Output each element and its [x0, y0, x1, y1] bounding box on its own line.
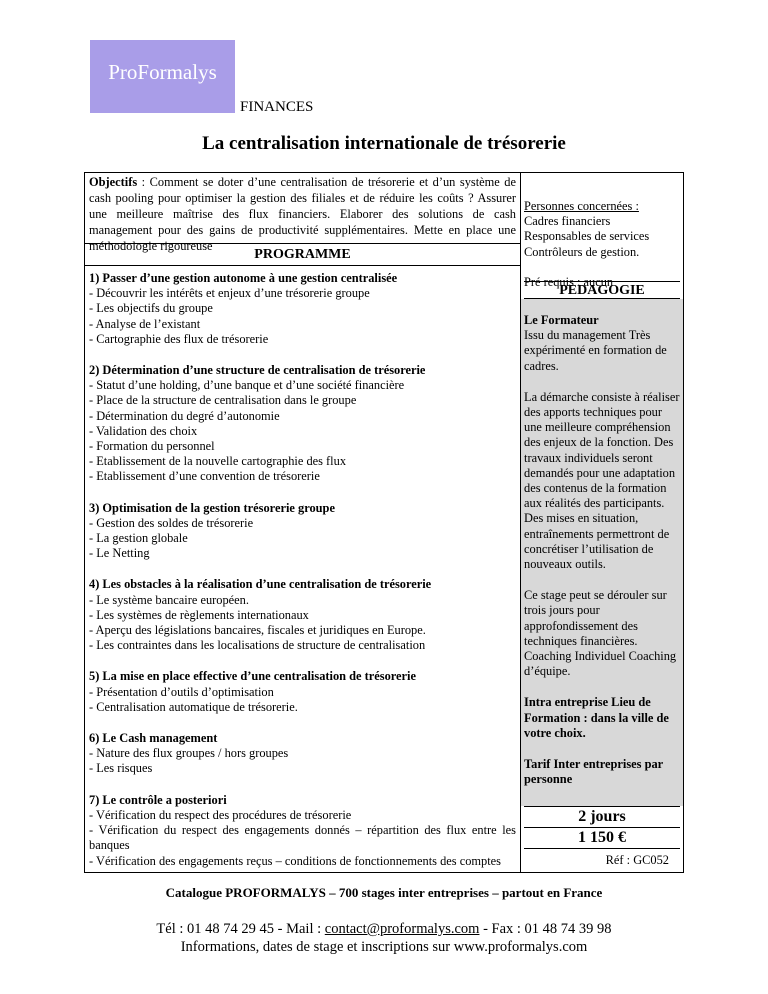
section-item: - Détermination du degré d’autonomie — [89, 408, 280, 423]
personnes-block — [521, 173, 683, 289]
pedagogie-header: PEDAGOGIE — [524, 281, 680, 299]
section-item: - Le Netting — [89, 546, 150, 561]
section-item: - Etablissement d’une convention de trésorerie — [89, 469, 320, 484]
stage-text: Ce stage peut se dérouler sur trois jours pour approfondissement des techniques financières. Coaching Individuel Coaching d’équipe. — [524, 588, 677, 679]
section-item: - Statut d’une holding, d’une banque et d’une société financière — [89, 378, 405, 393]
section-item: - La gestion globale — [89, 531, 188, 546]
section-title: 1) Passer d’une gestion autonome à une gestion centralisée — [89, 271, 398, 285]
section-item: - Place de la structure de centralisation dans le groupe — [89, 393, 357, 408]
section-4 — [85, 577, 520, 653]
tarif-text: Tarif Inter entreprises par personne — [524, 757, 663, 787]
section-3 — [85, 501, 520, 562]
price: 1 150 € — [578, 829, 626, 846]
section-title: 4) Les obstacles à la réalisation d’une centralisation de trésorerie — [89, 577, 432, 592]
objectifs-text: : Comment se doter d’une centralisation de trésorerie et d’un système de cash pooling pour optimiser la gestion des filiales et de réduire les coûts ? Assurer une meilleure maîtrise des flux financiers. Elaborer des solutions de cash management pour des gains de productivité supplémentaires. Mette en place une méthodologie rigoureuse — [89, 175, 516, 253]
section-title: 5) La mise en place effective d’une centralisation de trésorerie — [89, 669, 416, 684]
section-item: - Le système bancaire européen. — [89, 592, 249, 607]
section-title: 7) Le contrôle a posteriori — [89, 792, 227, 807]
section-item: - Aperçu des législations bancaires, fiscales et juridiques en Europe. — [89, 623, 426, 638]
section-item: - Gestion des soldes de trésorerie — [89, 515, 254, 530]
right-column — [521, 173, 683, 872]
catalogue-line: Catalogue PROFORMALYS – 700 stages inter entreprises – partout en France — [165, 885, 603, 900]
course-frame — [84, 172, 684, 873]
section-item: - Formation du personnel — [89, 439, 215, 454]
personnes-line: Cadres financiers — [524, 214, 611, 229]
personnes-line: Responsables de services — [524, 229, 650, 244]
logo — [90, 40, 235, 113]
intra-text: Intra entreprise Lieu de Formation : dans la ville de votre choix. — [524, 695, 669, 740]
price-box — [521, 806, 683, 872]
page-title: La centralisation internationale de trésorerie — [202, 133, 566, 154]
duration: 2 jours — [578, 808, 626, 825]
section-item: - Etablissement de la nouvelle cartographie des flux — [89, 454, 347, 469]
logo-text: ProFormalys — [108, 60, 217, 84]
section-item: - Découvrir les intérêts et enjeux d’une trésorerie groupe — [89, 286, 370, 301]
info-line: Informations, dates de stage et inscriptions sur www.proformalys.com — [180, 939, 588, 955]
left-column — [85, 173, 521, 872]
programme-header: PROGRAMME — [85, 244, 520, 266]
fax-text: - Fax : 01 48 74 39 98 — [479, 921, 612, 937]
prerequis: Pré requis : aucun — [524, 274, 614, 289]
section-item: - Vérification du respect des procédures de trésorerie — [89, 807, 352, 822]
section-item: - Vérification du respect des engagements donnés – répartition des flux entre les banques — [89, 823, 516, 853]
demarche-text: La démarche consiste à réaliser des apports techniques pour une meilleure compréhension des enjeux de la fonction. Des travaux individuels seront demandés pour une adaptation des contenus de la formation aux réalités des participants. Des mises en situation, entraînements permettront de concrétiser l’utilisation de nouveaux outils. — [524, 389, 680, 572]
section-7 — [85, 793, 520, 869]
section-item: - Présentation d’outils d’optimisation — [89, 684, 274, 699]
personnes-title: Personnes concernées : — [524, 199, 639, 213]
section-item: - Validation des choix — [89, 423, 198, 438]
formateur-text: Issu du management Très expérimenté en formation de cadres. — [524, 328, 667, 373]
section-1 — [85, 271, 520, 347]
reference: Réf : GC052 — [605, 853, 669, 867]
pedagogie-body — [521, 299, 683, 872]
section-item: - Les risques — [89, 761, 153, 776]
section-2 — [85, 363, 520, 485]
section-title: 2) Détermination d’une structure de centralisation de trésorerie — [89, 363, 426, 378]
contact-line — [0, 921, 768, 938]
section-6 — [85, 731, 520, 777]
section-title: 6) Le Cash management — [89, 731, 218, 746]
section-item: - Les contraintes dans les localisations de structure de centralisation — [89, 638, 426, 653]
section-item: - Vérification des engagements reçus – conditions de fonctionnements des comptes — [89, 853, 501, 868]
section-item: - Les objectifs du groupe — [89, 301, 213, 316]
section-title: 3) Optimisation de la gestion trésorerie groupe — [89, 500, 335, 515]
section-item: - Centralisation automatique de trésorerie. — [89, 699, 298, 714]
personnes-line: Contrôleurs de gestion. — [524, 244, 640, 259]
formateur-title: Le Formateur — [524, 313, 599, 327]
phone-text: Tél : 01 48 74 29 45 - Mail : — [156, 921, 325, 937]
email-link[interactable]: contact@proformalys.com — [324, 921, 480, 937]
objectifs-block — [85, 173, 520, 253]
section-5 — [85, 669, 520, 715]
category-label: FINANCES — [240, 99, 314, 115]
formateur-block — [521, 313, 683, 374]
section-item: - Nature des flux groupes / hors groupes — [89, 746, 289, 761]
section-item: - Analyse de l’existant — [89, 316, 201, 331]
section-item: - Cartographie des flux de trésorerie — [89, 331, 269, 346]
objectifs-label: Objectifs — [89, 175, 138, 189]
section-item: - Les systèmes de règlements internationaux — [89, 607, 309, 622]
